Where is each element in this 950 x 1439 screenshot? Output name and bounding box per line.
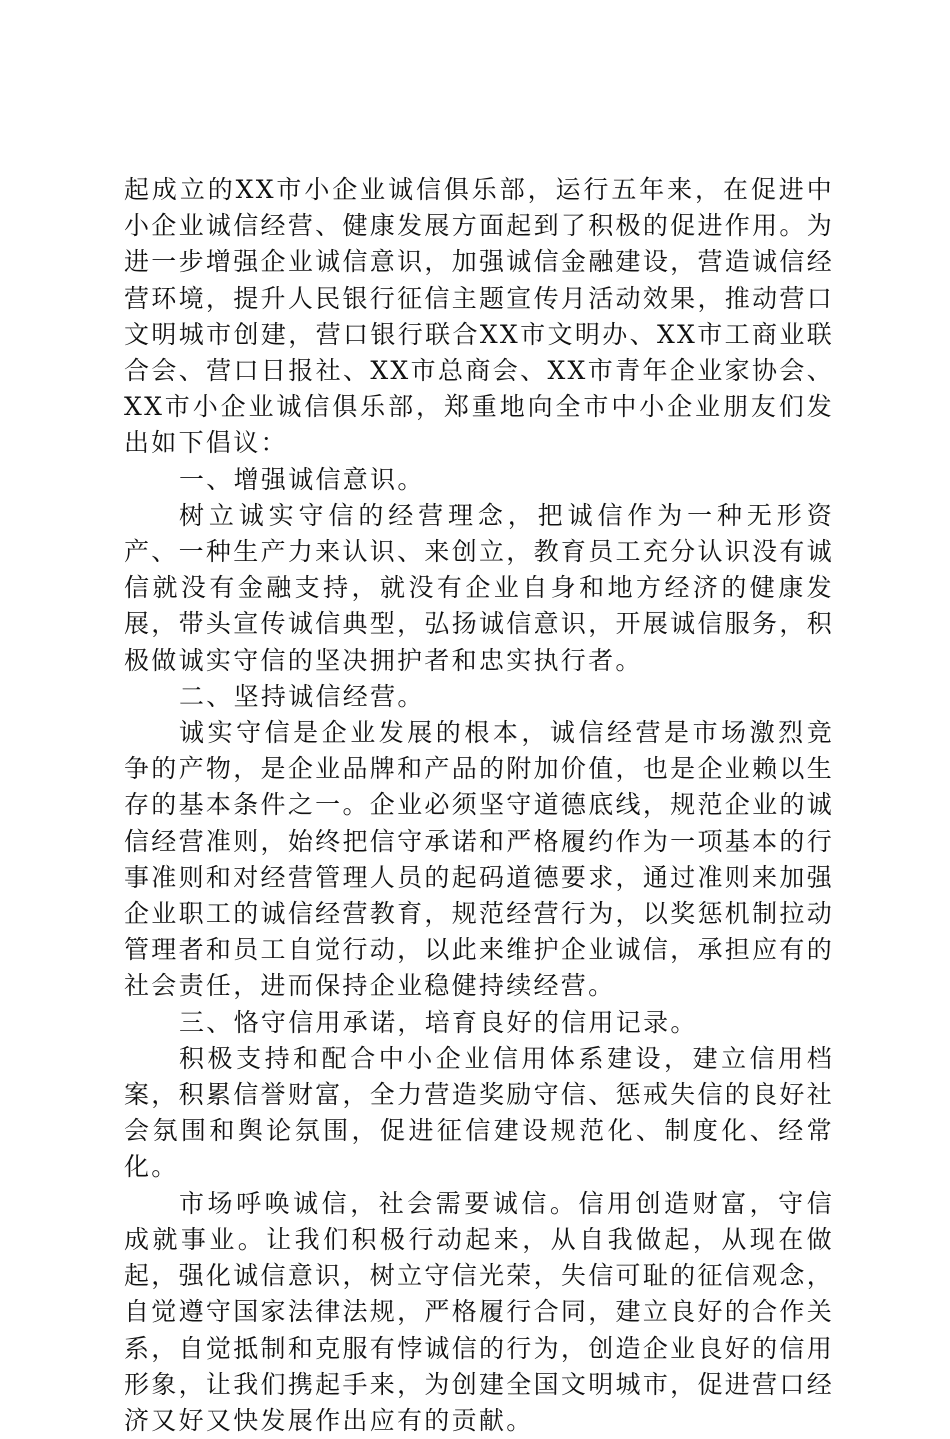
heading-section-2: 二、坚持诚信经营。 [179,681,425,711]
paragraph-intro: 起成立的XX市小企业诚信俱乐部，运行五年来，在促进中小企业诚信经营、健康发展方面起到了积极的促进作用。为进一步增强企业诚信意识，加强诚信金融建设，营造诚信经营环境，提升人民银行征信主题宣传月活动效果，推动营口文明城市创建，营口银行联合XX市文明办、XX市工商业联合会、营口日报社、XX市总商会、XX市青年企业家协会、XX市小企业诚信俱乐部，郑重地向全市中小企业朋友们发出如下倡议： [124,175,834,458]
paragraph-conclusion: 市场呼唤诚信，社会需要诚信。信用创造财富，守信成就事业。让我们积极行动起来，从自我做起，从现在做起，强化诚信意识，树立守信光荣，失信可耻的征信观念，自觉遵守国家法律法规，严格履行合同，建立良好的合作关系，自觉抵制和克服有悖诚信的行为，创造企业良好的信用形象，让我们携起手来，为创建全国文明城市，促进营口经济又好又快发展作出应有的贡献。 [124,1188,834,1435]
paragraph-section-2: 诚实守信是企业发展的根本，诚信经营是市场激烈竞争的产物，是企业品牌和产品的附加价值，也是企业赖以生存的基本条件之一。企业必须坚守道德底线，规范企业的诚信经营准则，始终把信守承诺和严格履约作为一项基本的行事准则和对经营管理人员的起码道德要求，通过准则来加强企业职工的诚信经营教育，规范经营行为，以奖惩机制拉动管理者和员工自觉行动，以此来维护企业诚信，承担应有的社会责任，进而保持企业稳健持续经营。 [124,718,834,1001]
heading-section-1: 一、增强诚信意识。 [179,464,425,494]
paragraph-section-1: 树立诚实守信的经营理念，把诚信作为一种无形资产、一种生产力来认识、来创立，教育员工充分认识没有诚信就没有金融支持，就没有企业自身和地方经济的健康发展，带头宣传诚信典型，弘扬诚信意识，开展诚信服务，积极做诚实守信的坚决拥护者和忠实执行者。 [124,500,834,675]
heading-section-3: 三、恪守信用承诺，培育良好的信用记录。 [179,1007,698,1037]
paragraph-section-3: 积极支持和配合中小企业信用体系建设，建立信用档案，积累信誉财富，全力营造奖励守信、惩戒失信的良好社会氛围和舆论氛围，促进征信建设规范化、制度化、经常化。 [124,1043,834,1182]
document-body [124,172,834,1439]
